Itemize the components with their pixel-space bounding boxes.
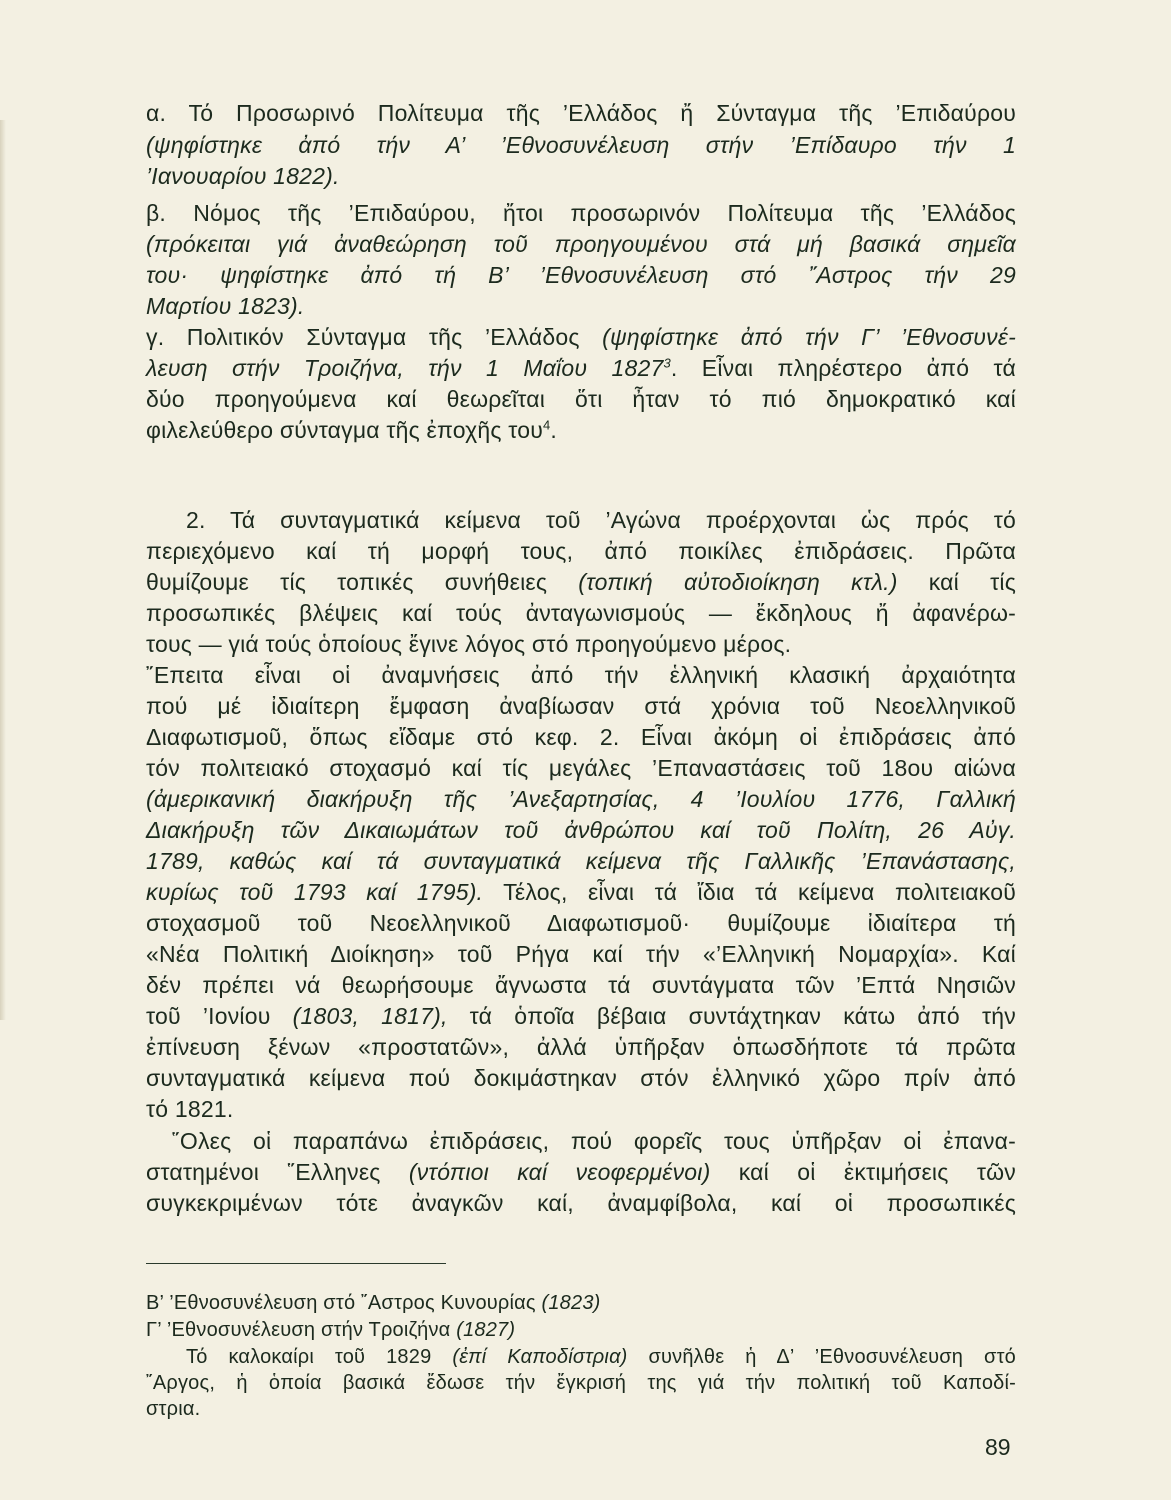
list-item-b-line-3: του· ψηφίστηκε ἀπό τή Β’ ’Εθνοσυνέλευση στό ῎Αστρος τήν 29 (146, 262, 1016, 288)
section-2-line-13: κυρίως τοῦ 1793 καί 1795). Τέλος, εἶναι τά ἴδια τά κείμενα πολιτειακοῦ (146, 879, 1016, 905)
section-2-line-19: συνταγματικά κείμενα πού δοκιμάστηκαν στόν ἑλληνικό χῶρο πρίν ἀπό (146, 1065, 1016, 1091)
list-item-c-line-4: φιλελεύθερο σύνταγμα τῆς ἐποχῆς του$^4$. (146, 417, 558, 443)
section-2-line-3: θυμίζουμε τίς τοπικές συνήθειες (τοπική αὐτοδιοίκηση κτλ.) καί τίς (146, 569, 1016, 595)
section-2-line-11: Διακήρυξη τῶν Δικαιωμάτων τοῦ ἀνθρώπου καί τοῦ Πολίτη, 26 Αὐγ. (146, 817, 1016, 843)
section-2-line-8: Διαφωτισμοῦ, ὅπως εἴδαμε στό κεφ. 2. Εἶναι ἀκόμη οἱ ἐπιδράσεις ἀπό (146, 724, 1016, 750)
section-2-line-1: 2. Τά συνταγματικά κείμενα τοῦ ’Αγώνα προέρχονται ὡς πρός τό (186, 507, 1016, 533)
list-item-c-line-2: λευση στήν Τροιζήνα, τήν 1 Μαΐου 1827$^3$. Εἶναι πληρέστερο ἀπό τά (146, 355, 1016, 381)
section-2-line-7: πού μέ ἰδιαίτερη ἔμφαση ἀναβίωσαν στά χρόνια τοῦ Νεοελληνικοῦ (146, 693, 1016, 719)
list-item-a-line-3: ’Ιανουαρίου 1822). (146, 163, 340, 189)
section-2-line-12: 1789, καθώς καί τά συνταγματικά κείμενα τῆς Γαλλικῆς ’Επανάστασης, (146, 848, 1016, 874)
section-2-line-9: τόν πολιτειακό στοχασμό καί τίς μεγάλες ’Επαναστάσεις τοῦ 18ου αἰώνα (146, 755, 1016, 781)
section-2-line-21: ῞Ολες οἱ παραπάνω ἐπιδράσεις, πού φορεῖς τους ὑπῆρξαν οἱ ἐπανα- (172, 1128, 1016, 1154)
list-item-c-line-3: δύο προηγούμενα καί θεωρεῖται ὅτι ἦταν τό πιό δημοκρατικό καί (146, 386, 1016, 412)
section-2-line-17: τοῦ ’Ιονίου (1803, 1817), τά ὁποῖα βέβαια συντάχτηκαν κάτω ἀπό τήν (146, 1003, 1016, 1029)
section-2-line-2: περιεχόμενο καί τή μορφή τους, ἀπό ποικίλες ἐπιδράσεις. Πρῶτα (146, 538, 1016, 564)
footnote-1: Β’ ’Εθνοσυνέλευση στό ῎Αστρος Κυνουρίας (1823) (146, 1292, 601, 1314)
section-2-line-5: τους — γιά τούς ὁποίους ἔγινε λόγος στό προηγούμενο μέρος. (146, 631, 792, 657)
page-number: 89 (985, 1434, 1011, 1460)
section-2-line-18: ἐπίνευση ξένων «προστατῶν», ἀλλά ὑπῆρξαν ὁπωσδήποτε τά πρῶτα (146, 1034, 1016, 1060)
section-2-line-4: προσωπικές βλέψεις καί τούς ἀνταγωνισμούς — ἔκδηλους ἤ ἀφανέρω- (146, 600, 1016, 626)
footnote-separator (146, 1263, 446, 1264)
footnote-3-line-3: στρια. (146, 1398, 201, 1420)
scan-edge-shadow (0, 120, 6, 1020)
footnote-2: Γ’ ’Εθνοσυνέλευση στήν Τροιζήνα (1827) (146, 1319, 516, 1341)
list-item-c-line-1: γ. Πολιτικόν Σύνταγμα τῆς ’Ελλάδος (ψηφίστηκε ἀπό τήν Γ’ ’Εθνοσυνέ- (146, 324, 1017, 350)
footnote-ref-3: 3 (663, 355, 671, 371)
list-item-a-line-1: α. Τό Προσωρινό Πολίτευμα τῆς ’Ελλάδος ἤ Σύνταγμα τῆς ’Επιδαύρου (146, 100, 1016, 126)
section-2-line-16: δέν πρέπει νά θεωρήσουμε ἄγνωστα τά συντάγματα τῶν ’Επτά Νησιῶν (146, 972, 1016, 998)
section-2-line-20: τό 1821. (146, 1096, 234, 1122)
section-2-line-15: «Νέα Πολιτική Διοίκηση» τοῦ Ρήγα καί τήν «’Ελληνική Νομαρχία». Καί (146, 941, 1016, 967)
section-2-line-22: στατημένοι ῞Ελληνες (ντόπιοι καί νεοφερμένοι) καί οἱ ἐκτιμήσεις τῶν (146, 1159, 1016, 1185)
footnote-3-line-2: ῎Αργος, ἡ ὁποία βασικά ἔδωσε τήν ἔγκρισή της γιά τήν πολιτική τοῦ Καποδί- (146, 1372, 1016, 1394)
section-2-line-14: στοχασμοῦ τοῦ Νεοελληνικοῦ Διαφωτισμοῦ· θυμίζουμε ἰδιαίτερα τή (146, 910, 1016, 936)
footnote-3-line-1: Τό καλοκαίρι τοῦ 1829 (ἐπί Καποδίστρια) συνῆλθε ἡ Δ’ ’Εθνοσυνέλευση στό (186, 1346, 1016, 1368)
section-2-line-23: συγκεκριμένων τότε ἀναγκῶν καί, ἀναμφίβολα, καί οἱ προσωπικές (146, 1190, 1016, 1216)
list-item-b-line-4: Μαρτίου 1823). (146, 293, 305, 319)
section-2-line-6: ῎Επειτα εἶναι οἱ ἀναμνήσεις ἀπό τήν ἑλληνική κλασική ἀρχαιότητα (146, 662, 1016, 688)
list-item-a-line-2: (ψηφίστηκε ἀπό τήν Α’ ’Εθνοσυνέλευση στήν ’Επίδαυρο τήν 1 (146, 132, 1016, 158)
footnote-ref-4: 4 (542, 417, 551, 433)
section-2-line-10: (ἀμερικανική διακήρυξη τῆς ’Ανεξαρτησίας, 4 ’Ιουλίου 1776, Γαλλική (146, 786, 1016, 812)
list-item-b-line-2: (πρόκειται γιά ἀναθεώρηση τοῦ προηγουμένου στά μή βασικά σημεῖα (146, 231, 1016, 257)
list-item-b-line-1: β. Νόμος τῆς ’Επιδαύρου, ἤτοι προσωρινόν Πολίτευμα τῆς ’Ελλάδος (146, 200, 1016, 226)
